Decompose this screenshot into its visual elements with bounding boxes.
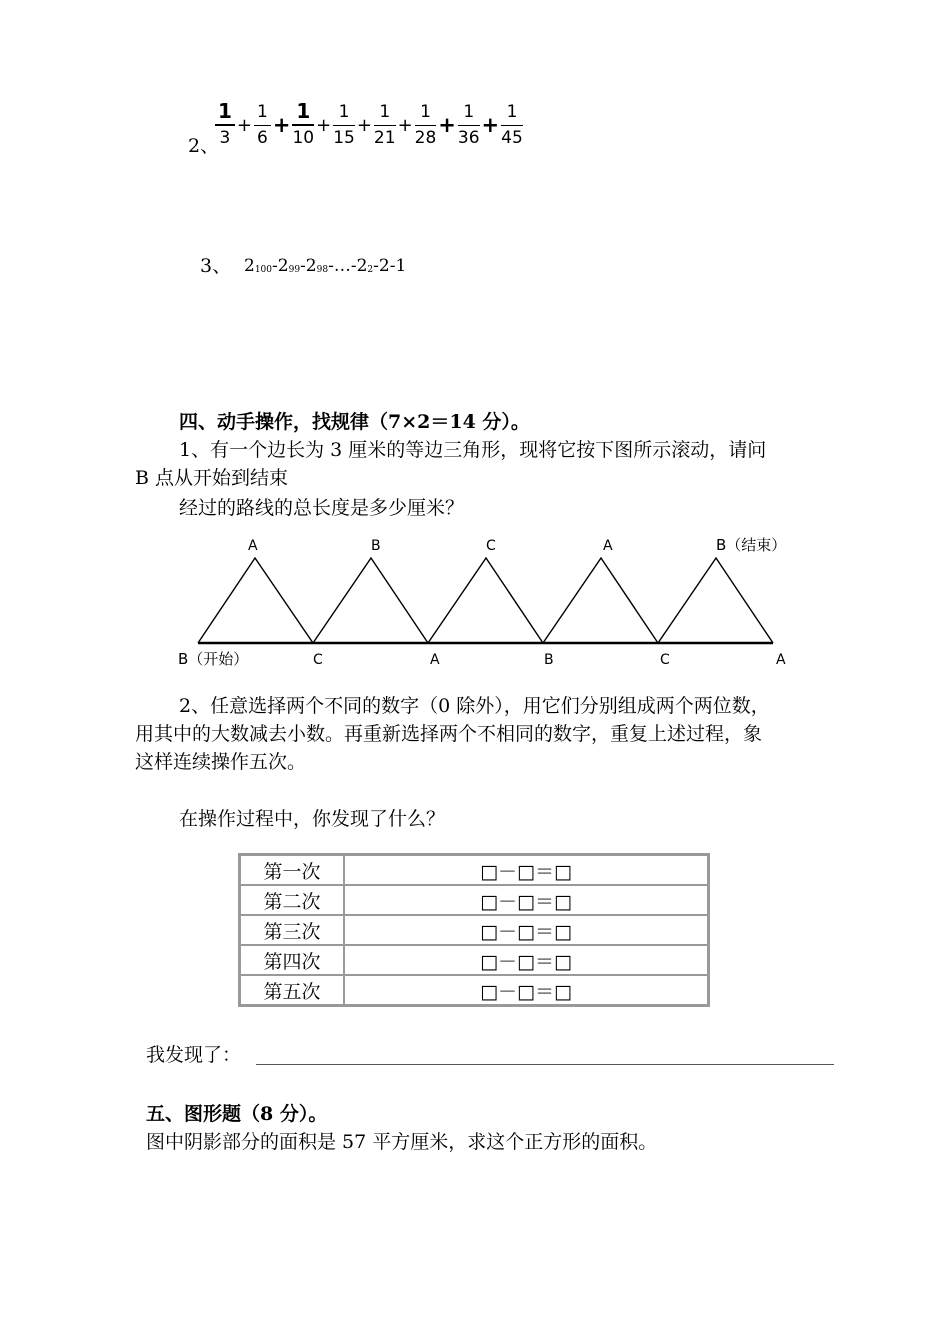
table-row bbox=[240, 945, 708, 975]
triangle-edges bbox=[198, 558, 773, 643]
fraction-denominator: 3 bbox=[219, 128, 231, 148]
vertex-label-top-4: A bbox=[603, 538, 613, 554]
section5-text: 图中阴影部分的面积是 57 平方厘米，求这个正方形的面积。 bbox=[146, 1131, 658, 1153]
power-exponent: 98 bbox=[316, 265, 329, 275]
fraction bbox=[415, 103, 437, 148]
row-formula[interactable]: □－□＝□ bbox=[344, 975, 708, 1005]
fraction bbox=[215, 99, 235, 148]
row-label: 第二次 bbox=[240, 885, 344, 915]
expression-operator: -2-1 bbox=[373, 256, 407, 276]
fraction-numerator: 1 bbox=[506, 101, 518, 122]
fraction-bar bbox=[215, 124, 235, 126]
vertex-label-bottom-6: A bbox=[776, 652, 786, 668]
fraction-numerator: 1 bbox=[296, 99, 311, 123]
fraction-bar bbox=[292, 124, 314, 126]
plus-operator: + bbox=[356, 114, 372, 136]
fraction-bar bbox=[458, 125, 480, 126]
expression-operator: -…- bbox=[328, 256, 357, 276]
p2-line1: 2、任意选择两个不同的数字（0 除外），用它们分别组成两个两位数， bbox=[179, 695, 770, 717]
fraction bbox=[458, 103, 480, 148]
fraction-denominator: 36 bbox=[457, 127, 480, 148]
expression-operator: - bbox=[272, 256, 278, 276]
power-base: 2 bbox=[305, 256, 317, 276]
operations-table bbox=[238, 853, 710, 1007]
p1-line3: 经过的路线的总长度是多少厘米？ bbox=[179, 497, 465, 519]
p2-line2: 用其中的大数减去小数。再重新选择两个不相同的数字，重复上述过程，象 bbox=[135, 723, 763, 745]
expression-operator: - bbox=[300, 256, 306, 276]
power-base: 2 bbox=[277, 256, 289, 276]
power-exponent: 99 bbox=[288, 265, 301, 275]
fraction-bar bbox=[333, 125, 355, 126]
plus-operator: + bbox=[272, 113, 291, 137]
fraction-bar bbox=[374, 125, 396, 126]
plus-operator: + bbox=[481, 113, 500, 137]
section4-heading: 四、动手操作，找规律（7×2＝14 分）。 bbox=[179, 411, 530, 433]
vertex-label-top-5: B（结束） bbox=[716, 536, 787, 554]
vertex-label-top-1: A bbox=[248, 538, 258, 554]
fraction-denominator: 15 bbox=[333, 127, 355, 148]
vertex-label-bottom-2: C bbox=[313, 652, 323, 668]
plus-operator: + bbox=[397, 114, 413, 136]
fraction-bar bbox=[501, 125, 523, 126]
fraction-numerator: 1 bbox=[257, 101, 268, 122]
row-formula[interactable]: □－□＝□ bbox=[344, 945, 708, 975]
section5-heading: 五、图形题（8 分）。 bbox=[146, 1103, 328, 1125]
fraction-numerator: 1 bbox=[420, 101, 431, 122]
fraction-numerator: 1 bbox=[218, 99, 232, 123]
power-base: 2 bbox=[244, 256, 255, 276]
fraction bbox=[333, 103, 355, 148]
p2-question: 在操作过程中，你发现了什么？ bbox=[179, 808, 446, 830]
fraction bbox=[254, 103, 271, 148]
vertex-label-bottom-3: A bbox=[430, 652, 440, 668]
row-label: 第五次 bbox=[240, 975, 344, 1005]
p1-line1: 1、有一个边长为 3 厘米的等边三角形，现将它按下图所示滚动，请问 bbox=[179, 439, 767, 461]
plus-operator: + bbox=[438, 113, 456, 137]
table-row bbox=[240, 885, 708, 915]
fraction-denominator: 6 bbox=[257, 127, 268, 148]
q2-label: 2、 bbox=[188, 135, 220, 157]
fraction bbox=[292, 99, 315, 148]
table-row bbox=[240, 855, 708, 885]
fraction-denominator: 45 bbox=[501, 127, 523, 148]
vertex-label-bottom-4: B bbox=[544, 652, 554, 668]
vertex-label-bottom-5: C bbox=[660, 652, 670, 668]
q2-fraction-expression bbox=[214, 92, 524, 158]
vertex-label-bottom-1: B（开始） bbox=[178, 650, 249, 668]
row-label: 第一次 bbox=[240, 855, 344, 885]
answer-line[interactable] bbox=[256, 1064, 834, 1065]
fraction bbox=[374, 103, 396, 148]
rolling-triangles-figure bbox=[0, 528, 950, 678]
row-label: 第四次 bbox=[240, 945, 344, 975]
fraction-bar bbox=[254, 125, 271, 126]
found-label: 我发现了： bbox=[146, 1044, 242, 1066]
fraction-denominator: 28 bbox=[414, 127, 437, 148]
fraction-numerator: 1 bbox=[463, 101, 475, 122]
fraction-bar bbox=[415, 125, 437, 126]
row-formula[interactable]: □－□＝□ bbox=[344, 885, 708, 915]
fraction-numerator: 1 bbox=[338, 101, 350, 122]
p1-line2: B 点从开始到结束 bbox=[135, 467, 289, 489]
vertex-label-top-2: B bbox=[371, 538, 381, 554]
plus-operator: + bbox=[316, 114, 332, 136]
p2-line3: 这样连续操作五次。 bbox=[135, 751, 307, 773]
power-exponent: 2 bbox=[367, 265, 374, 275]
plus-operator: + bbox=[236, 114, 253, 136]
q3-power-expression bbox=[244, 252, 406, 284]
fraction bbox=[501, 103, 523, 148]
fraction-denominator: 10 bbox=[292, 128, 315, 148]
row-formula[interactable]: □－□＝□ bbox=[344, 915, 708, 945]
vertex-label-top-3: C bbox=[486, 538, 496, 554]
table-row bbox=[240, 975, 708, 1005]
q3-label: 3、 bbox=[200, 255, 232, 277]
row-formula[interactable]: □－□＝□ bbox=[344, 855, 708, 885]
power-base: 2 bbox=[356, 256, 368, 276]
fraction-denominator: 21 bbox=[373, 127, 396, 148]
row-label: 第三次 bbox=[240, 915, 344, 945]
table-row bbox=[240, 915, 708, 945]
fraction-numerator: 1 bbox=[379, 101, 391, 122]
power-exponent: 100 bbox=[254, 265, 273, 275]
